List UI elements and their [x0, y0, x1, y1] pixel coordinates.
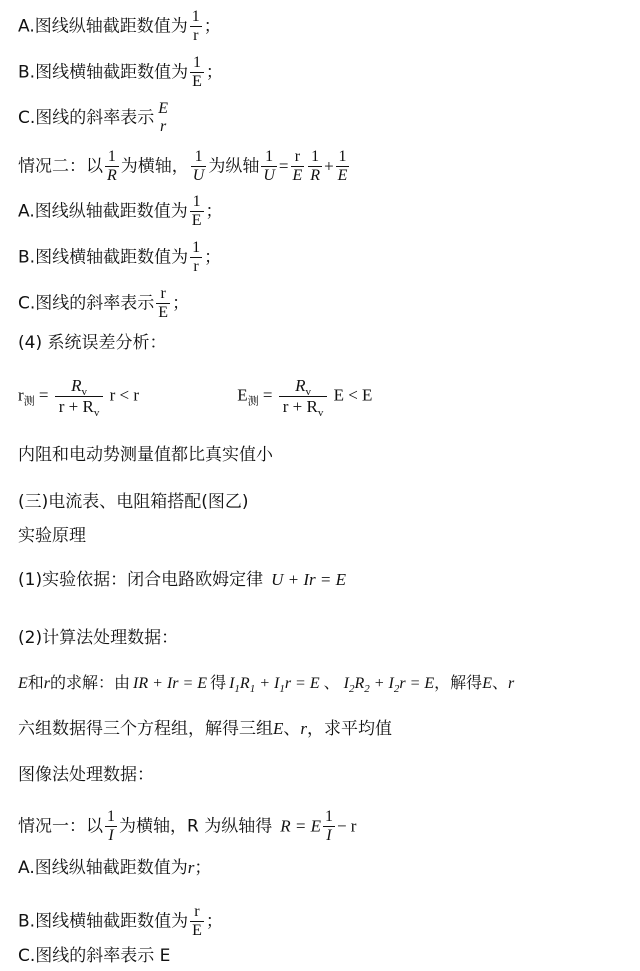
line-b-intercept-1	[18, 54, 632, 91]
var: r	[18, 385, 24, 405]
numerator: r	[291, 148, 305, 167]
subscript: v	[305, 386, 311, 398]
fraction	[190, 193, 204, 230]
fraction	[323, 808, 335, 845]
denominator: r	[193, 27, 199, 44]
text: (三)电流表、电阻箱搭配(图乙)	[18, 492, 249, 512]
numerator: 1	[308, 148, 322, 167]
text: (4) 系统误差分析：	[18, 333, 167, 353]
var: R	[295, 376, 306, 395]
formula-r-measured	[18, 376, 233, 417]
line-b-intercept-3	[18, 903, 632, 940]
denominator: E	[192, 922, 202, 939]
formula: R = E	[280, 816, 321, 836]
inequality: r < r	[109, 385, 140, 405]
denominator	[55, 397, 104, 417]
var: I	[388, 675, 394, 692]
fraction	[190, 8, 202, 45]
text: 六组数据得三个方程组，解得三组	[18, 719, 273, 739]
formula-e-measured	[237, 376, 372, 417]
numerator: 1	[192, 239, 201, 256]
var: r + R	[282, 397, 318, 416]
formula-eq2	[343, 675, 435, 695]
numerator: 1	[107, 808, 115, 825]
calc-method-heading	[18, 628, 632, 648]
subscript: 1	[279, 683, 285, 695]
text: 情况一：以	[18, 816, 103, 837]
line-c-slope-1	[18, 100, 632, 136]
line-c-slope-3	[18, 946, 632, 966]
equals: =	[278, 156, 289, 176]
text: C.图线的斜率表示	[18, 293, 155, 314]
var: E	[237, 385, 248, 405]
text: ，解得	[434, 673, 483, 692]
op: +	[255, 675, 274, 692]
subscript: 2	[393, 683, 400, 695]
denominator: I	[326, 827, 332, 844]
text: B.图线横轴截距数值为	[18, 247, 189, 268]
numerator: 1	[190, 54, 204, 73]
denominator: E	[158, 304, 169, 321]
punct: ；	[205, 62, 223, 83]
punct: ；	[172, 293, 190, 314]
text: A.图线纵轴截距数值为	[18, 858, 188, 878]
error-formulas	[18, 376, 632, 417]
text: 、	[323, 673, 340, 692]
text: B.图线横轴截距数值为	[18, 911, 189, 932]
numerator: 1	[190, 193, 204, 212]
line-case-one	[18, 808, 632, 845]
equals: =	[262, 385, 273, 405]
text: 情况二：以	[18, 156, 103, 177]
var: R	[239, 675, 250, 692]
punct: ；	[203, 16, 221, 37]
section-error-analysis	[18, 333, 632, 353]
numerator: r	[156, 285, 170, 304]
calc-solution-line	[18, 673, 632, 694]
var: r = E	[399, 675, 435, 692]
section-three-heading	[18, 492, 632, 512]
subscript: v	[317, 407, 324, 419]
var: r = E	[284, 675, 320, 692]
punct: ；	[204, 247, 222, 268]
var: r	[507, 675, 515, 692]
subscript: v	[81, 386, 87, 398]
var: I	[274, 675, 280, 692]
punct: ；	[194, 858, 212, 878]
var: r + R	[58, 397, 94, 416]
subscript: 测	[23, 395, 35, 408]
numerator: r	[190, 903, 204, 922]
text: 和	[27, 673, 44, 692]
denominator: U	[263, 167, 275, 184]
denominator: E	[292, 167, 303, 184]
var: E	[273, 719, 284, 738]
denominator: R	[310, 167, 321, 184]
line-a-intercept-3	[18, 858, 632, 878]
formula-tail: − r	[336, 816, 357, 836]
numerator: 1	[191, 8, 200, 25]
plus: +	[324, 156, 334, 176]
fraction	[190, 54, 204, 91]
var: E	[482, 675, 492, 692]
denominator: r	[160, 118, 167, 135]
line-a-intercept-2	[18, 193, 632, 230]
text: 为纵轴	[208, 156, 260, 177]
graph-method-heading	[18, 765, 632, 785]
denominator: E	[337, 167, 348, 184]
subscript: 1	[249, 683, 256, 695]
denominator: E	[191, 212, 202, 229]
denominator: U	[192, 167, 205, 184]
denominator: r	[193, 258, 199, 275]
formula: IR + Ir = E	[133, 675, 208, 692]
denominator: I	[108, 827, 114, 844]
punct: ；	[205, 911, 223, 932]
var: R	[354, 675, 365, 692]
line-a-intercept-1	[18, 8, 632, 45]
fraction	[190, 903, 204, 940]
line-c-slope-2	[18, 285, 632, 322]
text: 实验原理	[18, 526, 86, 546]
numerator: 1	[261, 148, 277, 167]
fraction	[105, 808, 117, 845]
fraction	[308, 148, 322, 185]
numerator: 1	[336, 148, 350, 167]
text: (2)计算法处理数据：	[18, 628, 179, 648]
text: 图像法处理数据：	[18, 765, 154, 785]
text: C.图线的斜率表示	[18, 108, 155, 128]
numerator: 1	[324, 808, 333, 825]
six-groups-line	[18, 719, 632, 739]
text: 内阻和电动势测量值都比真实值小	[18, 445, 273, 465]
line-b-intercept-2	[18, 239, 632, 276]
subscript: 1	[234, 683, 240, 695]
text: A.图线纵轴截距数值为	[18, 201, 188, 222]
numerator: E	[158, 100, 169, 117]
subscript: v	[93, 407, 100, 419]
fraction	[55, 376, 104, 417]
denominator: E	[192, 73, 202, 90]
fraction	[156, 100, 170, 136]
subscript: 2	[364, 683, 370, 695]
var: r	[187, 858, 195, 877]
fraction	[191, 148, 207, 185]
numerator: 1	[191, 148, 207, 167]
numerator: 1	[105, 148, 119, 167]
var: E	[18, 675, 28, 692]
fraction	[156, 285, 170, 322]
punct: ；	[205, 201, 223, 222]
inequality: E < E	[333, 385, 373, 405]
text: (1)实验依据：闭合电路欧姆定律	[18, 570, 264, 590]
text: A.图线纵轴截距数值为	[18, 16, 188, 37]
subscript: 2	[348, 683, 355, 695]
var: I	[229, 675, 235, 692]
principle-heading	[18, 526, 632, 546]
subscript: 测	[247, 395, 259, 408]
fraction	[291, 148, 305, 185]
conclusion-line	[18, 445, 632, 465]
var: r	[43, 675, 51, 692]
text: 为横轴，R 为纵轴得	[119, 816, 273, 837]
text: B.图线横轴截距数值为	[18, 62, 189, 83]
equals: =	[38, 385, 49, 405]
fraction	[261, 148, 277, 185]
fraction	[190, 239, 202, 276]
fraction	[105, 148, 119, 185]
formula-eq1	[229, 675, 320, 695]
formula: U + Ir = E	[271, 570, 346, 589]
line-case-two	[18, 148, 632, 185]
denominator: R	[107, 167, 117, 184]
text: ，求平均值	[307, 719, 393, 739]
op: +	[369, 675, 389, 692]
text: 、	[283, 719, 301, 739]
text: C.图线的斜率表示 E	[18, 946, 171, 966]
fraction	[279, 376, 328, 417]
numerator	[279, 376, 328, 397]
text: 、	[491, 673, 508, 692]
principle-basis	[18, 570, 632, 590]
text: 得	[210, 673, 227, 692]
denominator	[279, 397, 328, 417]
fraction	[336, 148, 350, 185]
text: 为横轴，	[120, 156, 189, 177]
var: R	[71, 376, 82, 395]
var: I	[343, 675, 349, 692]
var: r	[300, 719, 308, 738]
text: 的求解：由	[50, 673, 131, 692]
numerator	[55, 376, 104, 397]
